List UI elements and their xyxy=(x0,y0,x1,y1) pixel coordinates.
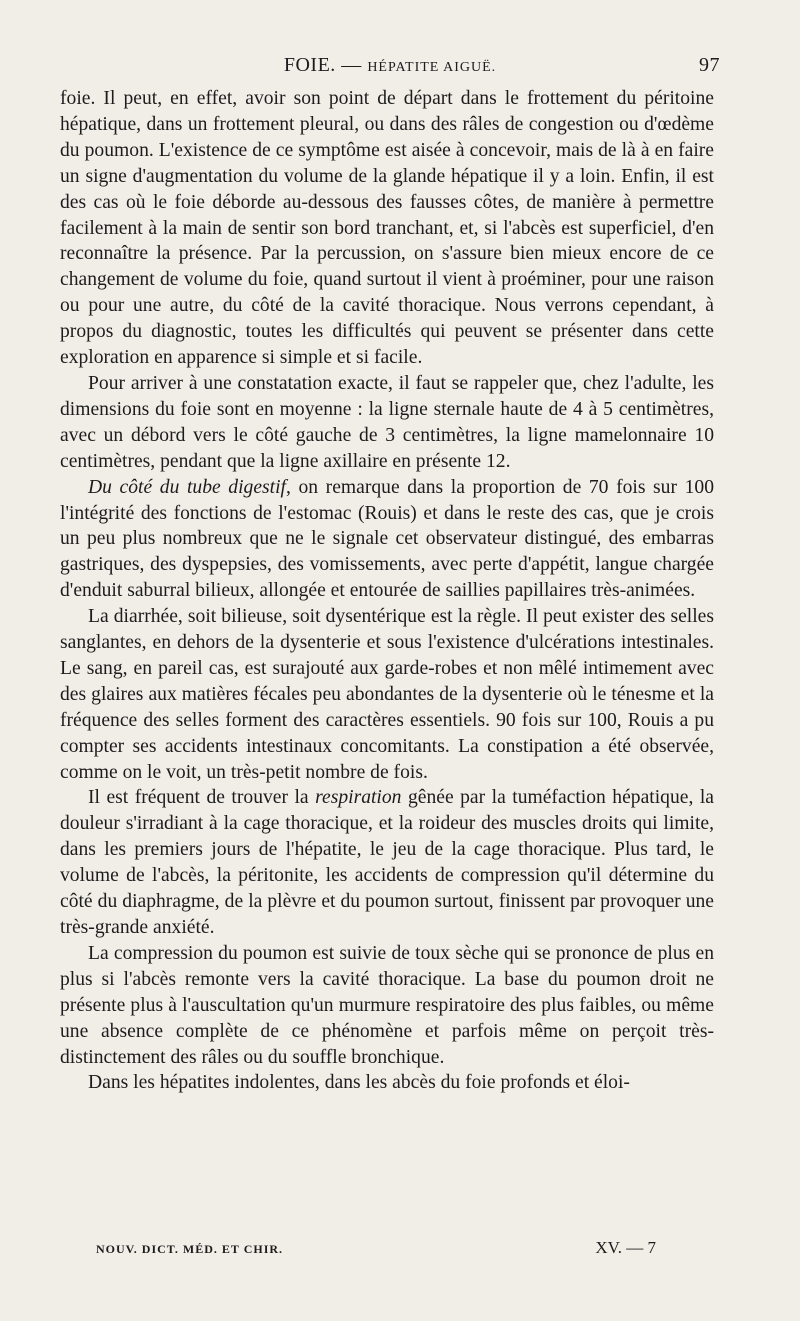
volume-signature: XV. — 7 xyxy=(595,1238,656,1257)
page-footer xyxy=(96,1238,656,1260)
page-header xyxy=(60,54,720,84)
paragraph xyxy=(60,785,714,940)
text-segment: Il est fréquent de trouver la xyxy=(88,787,316,809)
paragraph xyxy=(60,1070,714,1096)
running-head-sub: HÉPATITE AIGUË. xyxy=(367,60,497,75)
text-segment: foie. Il peut, en effet, avoir son point de départ dans le frottement du péritoine hépatique, dans un frottement pleural, ou dans des râles de congestion ou d'œdème du poumon. L'existence de ce symptôme est aisée à concevoir, mais de là à en faire un signe d'augmentation du volume de la glande hépatique il y a loin. Enfin, il est des cas où le foie déborde au-dessous des fausses côtes, de manière à permettre facilement à la main de sentir son bord tranchant, et, si l'abcès est superficiel, d'en reconnaître la présence. Par la percussion, on s'assure bien mieux encore de ce changement de volume du foie, quand surtout il vient à proéminer, pour une raison ou pour une autre, du côté de la cavité thoracique. Nous verrons cependant, à propos du diagnostic, toutes les difficultés qui peuvent se présenter dans cette exploration en apparence si simple et si facile. xyxy=(60,88,714,369)
text-segment: gênée par la tuméfaction hépatique, la douleur s'irradiant à la cage thoracique, et la roideur des muscles droits qui limite, dans les premiers jours de l'hépatite, le jeu de la cage thoracique. Plus tard, le volume de l'abcès, la péritonite, les accidents de compression qu'il détermine du côté du diaphragme, de la plèvre et du poumon surtout, finissent par provoquer une très-grande anxiété. xyxy=(60,787,714,938)
paragraph xyxy=(60,604,714,785)
text-segment: La diarrhée, soit bilieuse, soit dysentérique est la règle. Il peut exister des selles sanglantes, en dehors de la dysenterie et sous l'existence d'ulcérations intestinales. Le sang, en pareil cas, est surajouté aux garde-robes et non mêlé intimement avec des glaires aux matières fécales peu abondantes de la dysenterie où le ténesme et la fréquence des selles forment des caractères essentiels. 90 fois sur 100, Rouis a pu compter ses accidents intestinaux concomitants. La constipation a été observée, comme on le voit, un très-petit nombre de fois. xyxy=(60,606,714,783)
printer-signature: NOUV. DICT. MÉD. ET CHIR. xyxy=(96,1242,284,1256)
paragraph xyxy=(60,475,714,605)
text-segment: Pour arriver à une constatation exacte, il faut se rappeler que, chez l'adulte, les dimensions du foie sont en moyenne : la ligne sternale haute de 4 à 5 centimètres, avec un débord vers le côté gauche de 3 centimètres, la ligne mamelonnaire 10 centimètres, pendant que la ligne axillaire en présente 12. xyxy=(60,372,714,472)
text-segment: , on remarque dans la proportion de 70 fois sur 100 l'intégrité des fonctions de l'estomac (Rouis) et dans le reste des cas, que je crois un peu plus nombreux que ne le signale cet observateur distingué, des embarras gastriques, des dyspepsies, des vomissements, avec perte d'appétit, langue chargée d'enduit saburral bilieux, allongée et entourée de saillies papillaires très-animées. xyxy=(60,476,714,602)
text-segment: La compression du poumon est suivie de toux sèche qui se prononce de plus en plus si l'abcès remonte vers la cavité thoracique. La base du poumon droit ne présente plus à l'auscultation qu'un murmure respiratoire des plus faibles, ou même une absence complète de ce phénomène et parfois même on perçoit très-distinctement des râles ou du souffle bronchique. xyxy=(60,942,714,1068)
paragraph xyxy=(60,86,714,371)
paragraph xyxy=(60,941,714,1071)
paragraph xyxy=(60,371,714,475)
italic-phrase: respiration xyxy=(315,787,402,809)
running-head xyxy=(60,54,720,77)
body-text xyxy=(60,86,714,1096)
page-number: 97 xyxy=(699,54,720,76)
running-head-main: FOIE. — xyxy=(283,54,368,76)
italic-phrase: Du côté du tube digestif xyxy=(88,476,286,498)
text-segment: Dans les hépatites indolentes, dans les abcès du foie profonds et éloi- xyxy=(88,1072,630,1094)
